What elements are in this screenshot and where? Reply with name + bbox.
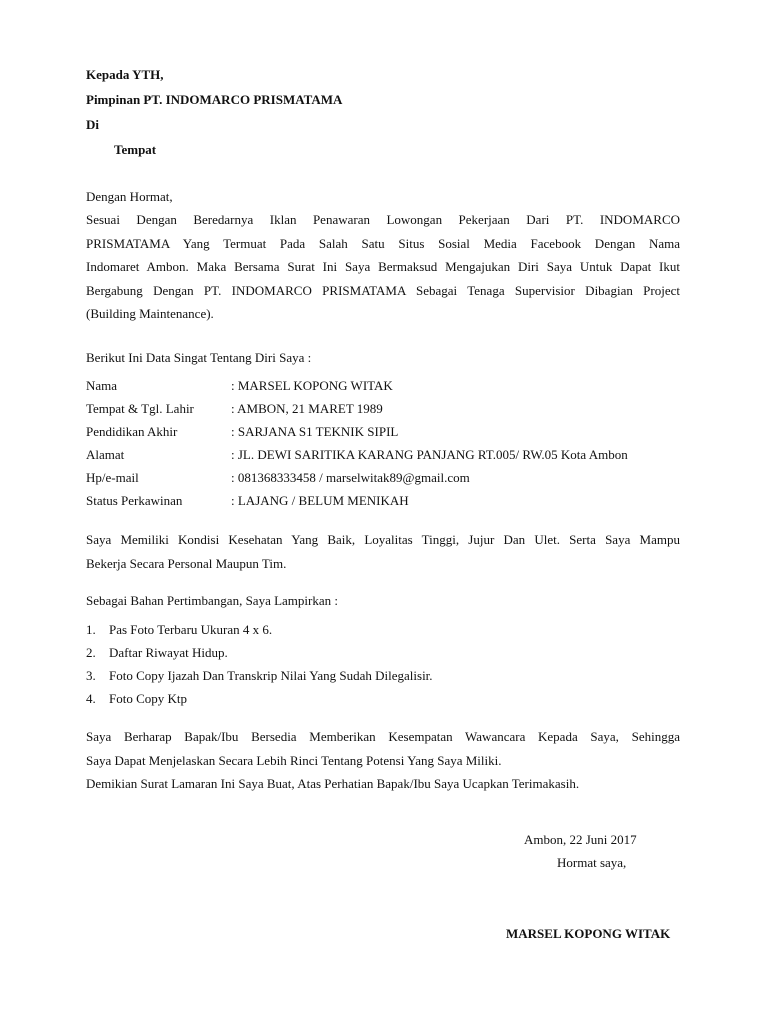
place-date: Ambon, 22 Juni 2017	[524, 832, 637, 847]
condition-line: Bekerja Secara Personal Maupun Tim.	[86, 555, 287, 571]
recipient-line-2: Pimpinan PT. INDOMARCO PRISMATAMA	[86, 92, 343, 107]
list-text: Pas Foto Terbaru Ukuran 4 x 6.	[109, 622, 273, 637]
closing-line: Saya Dapat Menjelaskan Secara Lebih Rinci Tentang Potensi Yang Saya Miliki.	[86, 752, 502, 768]
data-label: Pendidikan Akhir	[86, 424, 178, 439]
condition-line: Saya Memiliki Kondisi Kesehatan Yang Baik, Loyalitas Tinggi, Jujur Dan Ulet. Serta Saya Mampu	[86, 532, 680, 547]
closing-line: Saya Berharap Bapak/Ibu Bersedia Memberikan Kesempatan Wawancara Kepada Saya, Sehingga	[86, 729, 680, 744]
list-number: 2.	[86, 645, 96, 660]
recipient-line-3: Di	[86, 117, 99, 132]
data-heading: Berikut Ini Data Singat Tentang Diri Saya :	[86, 350, 312, 365]
greeting: Dengan Hormat,	[86, 189, 173, 204]
signer-name: MARSEL KOPONG WITAK	[506, 926, 671, 941]
closing-final: Demikian Surat Lamaran Ini Saya Buat, Atas Perhatian Bapak/Ibu Saya Ucapkan Terimakasih.	[86, 776, 580, 791]
data-value: : SARJANA S1 TEKNIK SIPIL	[231, 424, 399, 439]
data-value: : 081368333458 / marselwitak89@gmail.com	[231, 470, 470, 485]
intro-line: Indomaret Ambon. Maka Bersama Surat Ini Saya Bermaksud Mengajukan Diri Saya Untuk Dapat Ikut	[86, 259, 680, 274]
intro-line: PRISMATAMA Yang Termuat Pada Salah Satu Situs Sosial Media Facebook Dengan Nama	[86, 235, 680, 251]
list-number: 1.	[86, 622, 96, 637]
list-text: Foto Copy Ktp	[109, 691, 188, 706]
data-label: Nama	[86, 378, 118, 393]
closing-paragraph	[86, 725, 680, 772]
attachments-heading: Sebagai Bahan Pertimbangan, Saya Lampirkan :	[86, 593, 338, 608]
list-number: 3.	[86, 668, 96, 683]
data-label: Alamat	[86, 447, 125, 462]
data-value: : JL. DEWI SARITIKA KARANG PANJANG RT.005/ RW.05 Kota Ambon	[231, 447, 628, 462]
data-label: Hp/e-mail	[86, 470, 139, 485]
intro-line: (Building Maintenance).	[86, 306, 214, 321]
intro-paragraph	[86, 208, 680, 326]
list-number: 4.	[86, 691, 96, 706]
data-value: : LAJANG / BELUM MENIKAH	[231, 493, 409, 508]
regards: Hormat saya,	[557, 855, 627, 870]
intro-line: Sesuai Dengan Beredarnya Iklan Penawaran Lowongan Pekerjaan Dari PT. INDOMARCO	[86, 212, 680, 227]
recipient-line-4: Tempat	[114, 142, 157, 157]
data-label: Status Perkawinan	[86, 493, 183, 508]
condition-paragraph	[86, 528, 680, 575]
intro-line: Bergabung Dengan PT. INDOMARCO PRISMATAMA Sebagai Tenaga Supervisior Dibagian Project	[86, 282, 680, 298]
list-text: Daftar Riwayat Hidup.	[109, 645, 228, 660]
list-text: Foto Copy Ijazah Dan Transkrip Nilai Yang Sudah Dilegalisir.	[109, 668, 433, 683]
recipient-line-1: Kepada YTH,	[86, 67, 164, 82]
data-value: : MARSEL KOPONG WITAK	[231, 378, 393, 393]
data-value: : AMBON, 21 MARET 1989	[231, 401, 383, 416]
data-label: Tempat & Tgl. Lahir	[86, 401, 194, 416]
